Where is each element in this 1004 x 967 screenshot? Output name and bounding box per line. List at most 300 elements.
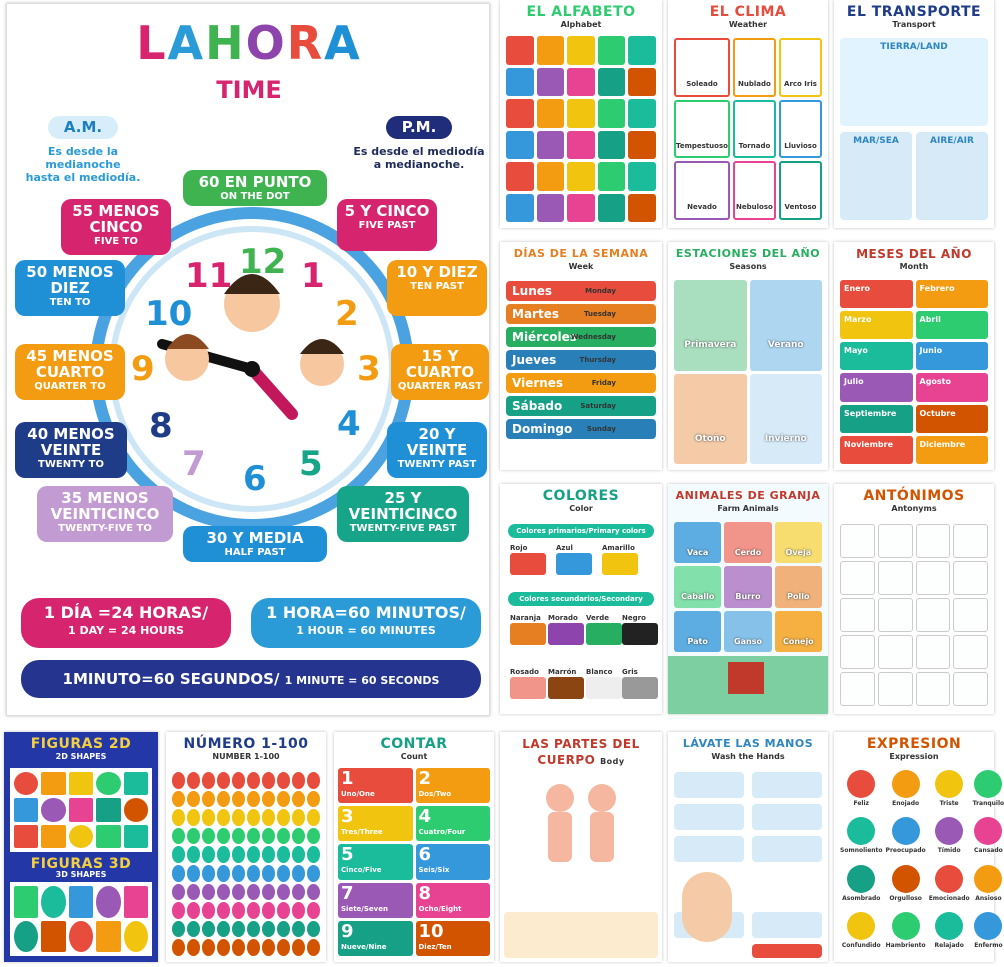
antonym-card	[953, 598, 988, 632]
contar-title: CONTAR	[380, 736, 448, 752]
secondary-colors-banner: Colores secundarios/Secondary colors	[508, 592, 654, 606]
shape-2d	[96, 825, 120, 848]
poster-transporte	[834, 0, 994, 228]
number-circle	[172, 791, 185, 808]
number-circle	[172, 846, 185, 863]
numero-subtitle: NUMBER 1-100	[212, 752, 280, 761]
expression-face: Enojado	[886, 770, 926, 814]
antonym-card	[953, 561, 988, 595]
number-circle	[217, 865, 230, 882]
number-circle	[217, 921, 230, 938]
number-circle	[292, 884, 305, 901]
number-circle	[292, 809, 305, 826]
number-circle	[172, 809, 185, 826]
shape-2d	[41, 798, 65, 821]
number-circle	[247, 902, 260, 919]
shape-2d	[14, 825, 38, 848]
weather-card: Lluvioso	[779, 100, 822, 159]
air-panel	[916, 132, 988, 220]
am-info	[13, 116, 153, 184]
alphabet-card	[506, 36, 534, 65]
cuerpo-title-2: CUERPO Body	[537, 753, 625, 767]
count-card: 3 Tres/Three	[338, 806, 413, 841]
pm-text-1: Es desde el mediodía	[353, 145, 485, 158]
shape-3d	[41, 886, 65, 918]
poster-subtitle: TIME	[216, 76, 282, 104]
am-badge: A.M.	[48, 116, 118, 139]
count-card: 10 Diez/Ten	[416, 921, 491, 956]
count-card: 6 Seis/Six	[416, 844, 491, 879]
number-circle	[292, 921, 305, 938]
alfabeto-subtitle: Alphabet	[560, 20, 602, 29]
number-circle	[187, 846, 200, 863]
number-circle	[262, 809, 275, 826]
am-text-1: Es desde la medianoche	[45, 145, 121, 171]
alphabet-card	[567, 162, 595, 191]
clock-number-6: 6	[243, 459, 267, 499]
farm-animal-card: Ganso	[724, 611, 771, 652]
shape-2d	[41, 772, 65, 795]
expression-face: Feliz	[840, 770, 883, 814]
number-circle	[217, 902, 230, 919]
number-circle	[172, 939, 185, 956]
figuras-3d-title: FIGURAS 3D	[30, 856, 132, 872]
figuras-subtitle: 2D SHAPES	[55, 752, 107, 761]
antonym-card	[953, 524, 988, 558]
weather-card: Tornado	[733, 100, 776, 159]
number-circle	[292, 902, 305, 919]
color-swatch: Rojo	[510, 544, 546, 575]
number-circle	[277, 865, 290, 882]
number-circle	[277, 939, 290, 956]
number-circle	[247, 791, 260, 808]
number-circle	[202, 828, 215, 845]
cuerpo-title: LAS PARTES DEL	[522, 737, 640, 751]
count-card: 7 Siete/Seven	[338, 883, 413, 918]
poster-title: LAHORA	[136, 16, 362, 70]
number-circle	[277, 772, 290, 789]
poster-figuras	[4, 732, 158, 962]
number-circle	[172, 921, 185, 938]
number-circle	[187, 902, 200, 919]
weather-card: Soleado	[674, 38, 730, 97]
poster-cuerpo	[500, 732, 662, 962]
clock-number-12: 12	[239, 242, 287, 282]
poster-clima	[668, 0, 828, 228]
shapes-2d-grid	[10, 768, 152, 852]
expression-face: Emocionado	[929, 865, 970, 909]
expression-face: Tímido	[929, 817, 970, 861]
month-card: Octubre	[916, 405, 989, 433]
shape-3d	[69, 886, 93, 918]
number-circle	[232, 772, 245, 789]
month-card: Junio	[916, 342, 989, 370]
poster-numero	[166, 732, 326, 962]
number-circle	[172, 828, 185, 845]
antonym-card	[953, 635, 988, 669]
shape-2d	[96, 798, 120, 821]
antonym-card	[840, 598, 875, 632]
number-circle	[277, 884, 290, 901]
number-circle	[217, 846, 230, 863]
number-circle	[307, 809, 320, 826]
shape-3d	[14, 886, 38, 918]
month-card: Noviembre	[840, 436, 913, 464]
alphabet-card	[537, 194, 565, 223]
antonym-card	[916, 561, 951, 595]
shapes-3d-grid	[10, 882, 152, 956]
clock-number-8: 8	[149, 406, 173, 446]
handwash-step	[752, 804, 822, 830]
poster-antonimos	[834, 484, 994, 714]
air-label: AIRE/AIR	[930, 136, 974, 146]
antonym-card	[916, 672, 951, 706]
number-circle	[247, 884, 260, 901]
farm-animal-card: Oveja	[775, 522, 822, 563]
handwash-step	[674, 836, 744, 862]
number-circle	[172, 865, 185, 882]
sea-label: MAR/SEA	[853, 136, 899, 146]
number-circle	[232, 884, 245, 901]
expresion-subtitle: Expression	[889, 752, 939, 761]
shape-2d	[124, 798, 148, 821]
shape-2d	[96, 772, 120, 795]
shape-3d	[124, 921, 148, 953]
farm-animal-card: Conejo	[775, 611, 822, 652]
pm-text-2: a medianoche.	[373, 158, 465, 171]
clock-number-5: 5	[299, 444, 323, 484]
number-circle	[217, 809, 230, 826]
clock-number-4: 4	[337, 404, 361, 444]
number-circle	[217, 772, 230, 789]
manos-subtitle: Wash the Hands	[711, 752, 785, 761]
number-circle	[187, 828, 200, 845]
expression-face: Somnoliento	[840, 817, 883, 861]
day-row: Lunes Monday	[506, 281, 656, 301]
count-card: 5 Cinco/Five	[338, 844, 413, 879]
day-row: Jueves Thursday	[506, 350, 656, 370]
number-circle	[292, 772, 305, 789]
alphabet-card	[506, 68, 534, 97]
number-circle	[202, 939, 215, 956]
seasons-grid	[674, 280, 822, 464]
alphabet-card	[567, 68, 595, 97]
number-circle	[232, 791, 245, 808]
antonym-card	[878, 672, 913, 706]
shape-2d	[124, 825, 148, 848]
alphabet-card	[567, 36, 595, 65]
number-circle	[232, 846, 245, 863]
weather-card: Nublado	[733, 38, 776, 97]
month-card: Mayo	[840, 342, 913, 370]
meses-title: MESES DEL AÑO	[856, 247, 972, 261]
sea-panel	[840, 132, 912, 220]
month-card: Enero	[840, 280, 913, 308]
antonym-card	[953, 672, 988, 706]
number-circle	[202, 846, 215, 863]
body-illustration	[530, 778, 630, 908]
number-circle	[232, 902, 245, 919]
alphabet-card	[598, 131, 626, 160]
number-circle	[187, 921, 200, 938]
shape-3d	[96, 921, 120, 953]
number-circle	[277, 791, 290, 808]
handwash-step	[752, 912, 822, 938]
label-5: 5 Y CINCO FIVE PAST	[337, 199, 437, 251]
shape-3d	[69, 921, 93, 953]
shape-2d	[69, 798, 93, 821]
label-15: 15 Y CUARTO QUARTER PAST	[391, 344, 489, 400]
antonym-card	[916, 598, 951, 632]
expression-face: Hambriento	[886, 912, 926, 956]
expression-face: Confundido	[840, 912, 883, 956]
number-circle	[262, 902, 275, 919]
label-10: 10 Y DIEZ TEN PAST	[387, 260, 487, 316]
day-row: Martes Tuesday	[506, 304, 656, 324]
dias-title: DÍAS DE LA SEMANA	[513, 247, 649, 260]
label-40: 40 MENOS VEINTE TWENTY TO	[15, 422, 127, 478]
pm-badge: P.M.	[386, 116, 453, 139]
antonimos-title: ANTÓNIMOS	[863, 488, 965, 504]
shape-2d	[69, 825, 93, 848]
alphabet-card	[537, 131, 565, 160]
alphabet-card	[537, 68, 565, 97]
number-circle	[232, 865, 245, 882]
label-20: 20 Y VEINTE TWENTY PAST	[387, 422, 487, 478]
number-circle	[202, 791, 215, 808]
color-swatch: Verde	[586, 614, 622, 645]
shape-2d	[14, 798, 38, 821]
antonyms-grid	[840, 524, 988, 706]
shape-2d	[69, 772, 93, 795]
farm-animals-grid	[674, 522, 822, 652]
number-circle	[172, 902, 185, 919]
transporte-title: EL TRANSPORTE	[846, 4, 982, 20]
clock-number-1: 1	[301, 256, 325, 296]
month-card: Febrero	[916, 280, 989, 308]
number-circle	[307, 772, 320, 789]
granja-title: ANIMALES DE GRANJA	[675, 489, 821, 502]
number-circle	[202, 772, 215, 789]
number-circle	[307, 884, 320, 901]
number-circle	[187, 865, 200, 882]
alphabet-card	[598, 99, 626, 128]
number-circle	[307, 865, 320, 882]
expresion-title: EXPRESION	[866, 736, 962, 752]
shape-3d	[124, 886, 148, 918]
antonym-card	[878, 598, 913, 632]
alphabet-card	[567, 99, 595, 128]
color-swatch: Amarillo	[602, 544, 638, 575]
months-grid	[840, 280, 988, 464]
label-60: 60 EN PUNTO ON THE DOT	[183, 170, 327, 206]
alphabet-card	[598, 36, 626, 65]
number-circle	[292, 846, 305, 863]
label-45: 45 MENOS CUARTO QUARTER TO	[15, 344, 125, 400]
manos-title: LÁVATE LAS MANOS	[682, 737, 814, 750]
farm-animal-card: Vaca	[674, 522, 721, 563]
number-circle	[232, 828, 245, 845]
color-swatch: Morado	[548, 614, 584, 645]
number-circle	[277, 828, 290, 845]
number-circle	[247, 921, 260, 938]
handwash-step	[752, 836, 822, 862]
numero-title: NÚMERO 1-100	[183, 736, 309, 752]
alphabet-card	[598, 194, 626, 223]
weather-grid	[674, 38, 822, 220]
expression-face: Enfermo	[973, 912, 1004, 956]
season-card: Invierno	[750, 374, 823, 465]
color-swatch: Naranja	[510, 614, 546, 645]
number-circle	[247, 865, 260, 882]
alphabet-card	[506, 194, 534, 223]
count-grid	[338, 768, 490, 956]
number-circle	[277, 846, 290, 863]
figuras-title: FIGURAS 2D	[30, 736, 132, 752]
estaciones-title: ESTACIONES DEL AÑO	[675, 247, 821, 260]
antonym-card	[840, 561, 875, 595]
number-circle	[307, 846, 320, 863]
farm-animal-card: Burro	[724, 566, 771, 607]
alphabet-card	[628, 162, 656, 191]
weather-card: Arco Iris	[779, 38, 822, 97]
number-circle	[232, 939, 245, 956]
count-card: 9 Nueve/Nine	[338, 921, 413, 956]
number-circle	[307, 902, 320, 919]
number-circle	[202, 884, 215, 901]
number-circle	[187, 772, 200, 789]
alphabet-card	[567, 194, 595, 223]
handwash-step	[752, 772, 822, 798]
antonym-card	[840, 672, 875, 706]
number-circle	[247, 809, 260, 826]
number-circle	[262, 884, 275, 901]
number-circle	[187, 791, 200, 808]
number-circle	[187, 884, 200, 901]
number-circle	[232, 809, 245, 826]
number-circle	[307, 939, 320, 956]
antonym-card	[840, 635, 875, 669]
season-card: Primavera	[674, 280, 747, 371]
barn-icon	[728, 662, 764, 694]
alphabet-card	[567, 131, 595, 160]
meses-subtitle: Month	[899, 262, 929, 271]
poster-contar	[334, 732, 494, 962]
number-circle	[172, 772, 185, 789]
land-panel	[840, 38, 988, 126]
antonym-card	[878, 635, 913, 669]
number-circle	[202, 921, 215, 938]
number-circle	[262, 772, 275, 789]
poster-manos	[668, 732, 828, 962]
color-swatch: Negro	[622, 614, 658, 645]
land-label: TIERRA/LAND	[880, 42, 948, 52]
month-card: Abril	[916, 311, 989, 339]
number-circle	[217, 828, 230, 845]
number-circle	[307, 921, 320, 938]
fact-hour: 1 HORA=60 MINUTOS/ 1 HOUR = 60 MINUTES	[251, 598, 481, 648]
dias-subtitle: Week	[568, 262, 594, 271]
expression-face: Orgulloso	[886, 865, 926, 909]
number-circle	[292, 828, 305, 845]
month-card: Agosto	[916, 373, 989, 401]
handwash-step	[674, 804, 744, 830]
number-circle	[262, 939, 275, 956]
count-card: 2 Dos/Two	[416, 768, 491, 803]
expression-face: Tranquilo	[973, 770, 1004, 814]
expressions-grid	[840, 770, 1004, 956]
poster-dias	[500, 242, 662, 470]
label-50: 50 MENOS DIEZ TEN TO	[15, 260, 125, 316]
color-swatch: Azul	[556, 544, 592, 575]
number-circle	[187, 939, 200, 956]
alphabet-card	[598, 162, 626, 191]
estaciones-subtitle: Seasons	[729, 262, 767, 271]
season-card: Verano	[750, 280, 823, 371]
clock-number-7: 7	[182, 444, 206, 484]
color-swatch: Rosado	[510, 668, 546, 699]
clima-title: EL CLIMA	[709, 4, 787, 20]
number-circle	[277, 921, 290, 938]
shape-3d	[41, 921, 65, 953]
alfabeto-title: EL ALFABETO	[526, 4, 636, 20]
handwash-step	[674, 772, 744, 798]
alphabet-card	[537, 36, 565, 65]
days-list	[500, 278, 662, 442]
count-card: 8 Ocho/Eight	[416, 883, 491, 918]
fact-day: 1 DÍA =24 HORAS/ 1 DAY = 24 HOURS	[21, 598, 231, 648]
shape-2d	[124, 772, 148, 795]
day-row: Miércoles Wednesday	[506, 327, 656, 347]
clock-number-2: 2	[335, 294, 359, 334]
am-text-2: hasta el mediodía.	[25, 171, 141, 184]
alphabet-card	[628, 99, 656, 128]
color-swatch: Gris	[622, 668, 658, 699]
number-circle	[292, 791, 305, 808]
number-circle	[202, 865, 215, 882]
number-circle	[262, 846, 275, 863]
clock-poster	[6, 3, 490, 716]
label-55: 55 MENOS CINCO FIVE TO	[61, 199, 171, 255]
poster-meses	[834, 242, 994, 470]
poster-granja	[668, 484, 828, 714]
number-circle	[247, 828, 260, 845]
weather-card: Nevado	[674, 161, 730, 220]
count-card: 1 Uno/One	[338, 768, 413, 803]
poster-expresion	[834, 732, 1004, 962]
farm-animal-card: Cerdo	[724, 522, 771, 563]
number-circle	[262, 791, 275, 808]
day-row: Domingo Sunday	[506, 419, 656, 439]
child-illustration	[682, 872, 732, 942]
alphabet-card	[506, 162, 534, 191]
clock-number-11: 11	[185, 256, 233, 296]
granja-subtitle: Farm Animals	[717, 504, 779, 513]
alphabet-card	[628, 36, 656, 65]
day-row: Viernes Friday	[506, 373, 656, 393]
numbers-grid	[172, 772, 320, 956]
farm-animal-card: Caballo	[674, 566, 721, 607]
antonym-card	[916, 524, 951, 558]
number-circle	[307, 828, 320, 845]
primary-colors-banner: Colores primarios/Primary colors	[508, 524, 654, 538]
expression-face: Preocupado	[886, 817, 926, 861]
clock-number-9: 9	[131, 349, 155, 389]
number-circle	[217, 939, 230, 956]
clock-number-10: 10	[145, 294, 193, 334]
count-card: 4 Cuatro/Four	[416, 806, 491, 841]
label-25: 25 Y VEINTICINCO TWENTY-FIVE PAST	[337, 486, 469, 542]
